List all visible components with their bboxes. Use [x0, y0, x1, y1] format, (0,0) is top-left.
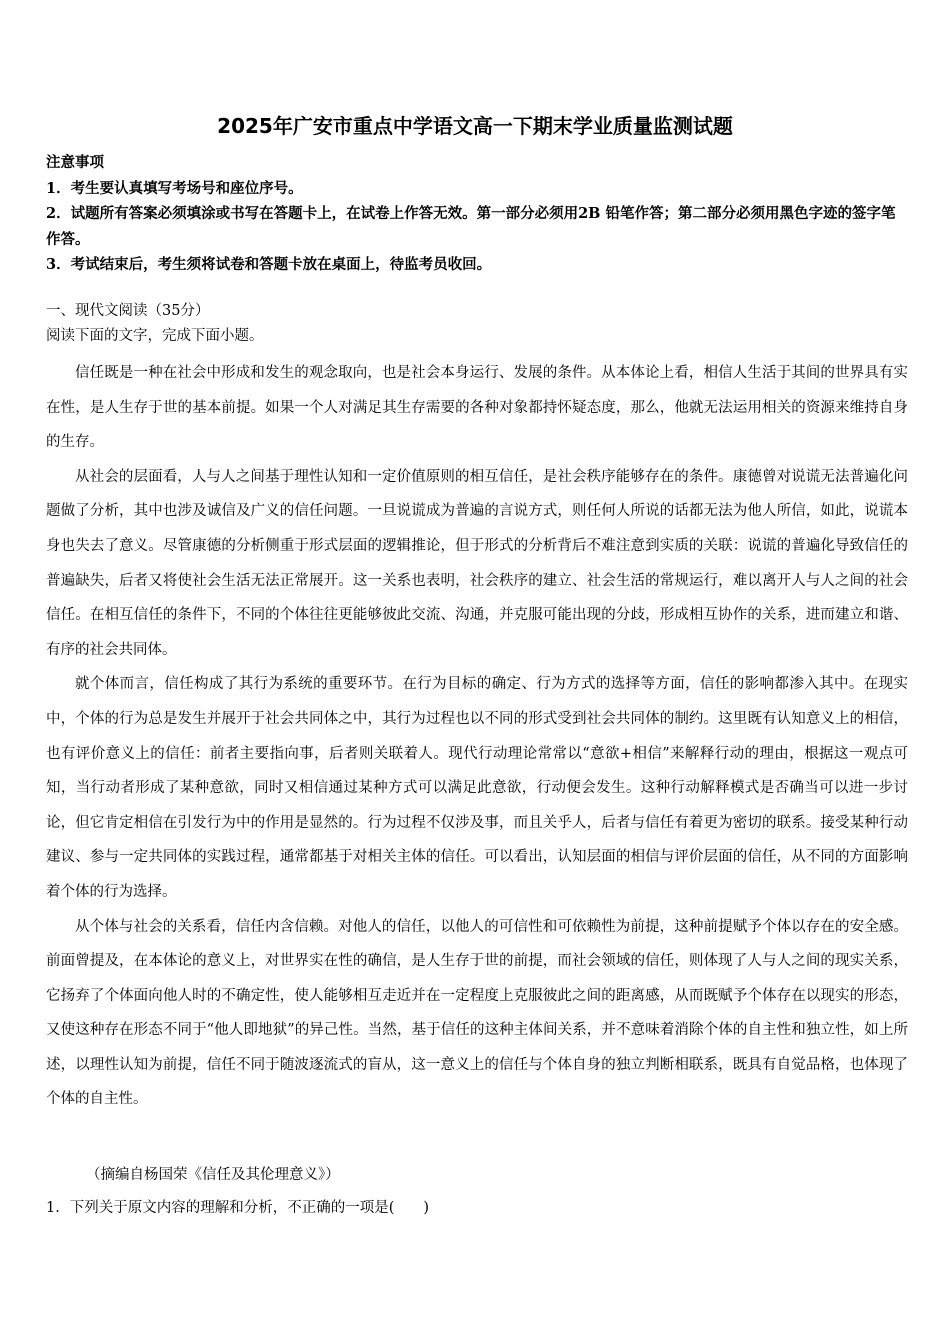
notice-item: 1．考生要认真填写考场号和座位序号。: [46, 179, 303, 197]
notice-item: 3．考试结束后，考生须将试卷和答题卡放在桌面上，待监考员收回。: [46, 256, 492, 273]
section-instruction: 阅读下面的文字，完成下面小题。: [46, 328, 264, 344]
passage-paragraph: 信任既是一种在社会中形成和发生的观念取向，也是社会本身运行、发展的条件。从本体论上看，相信人生活于其间的世界具有实在性，是人生存于世的基本前提。如果一个人对满足其生存需要的各种对象都持怀疑态度，那么，他就无法运用相关的资源来维持自身的生存。: [46, 365, 908, 451]
section-header: [46, 299, 908, 349]
notice-item: 2．试题所有答案必须填涂或书写在答题卡上，在试卷上作答无效。第一部分必须用2B 铅笔作答；第二部分必须用黑色字迹的签字笔作答。: [46, 205, 896, 248]
passage-paragraph: 就个体而言，信任构成了其行为系统的重要环节。在行为目标的确定、行为方式的选择等方面，信任的影响都渗入其中。在现实中，个体的行为总是发生并展开于社会共同体之中，其行为过程也以不同的形式受到社会共同体的制约。这里既有认知意义上的相信，也有评价意义上的信任：前者主要指向事，后者则关联着人。现代行动理论常常以“意欲+相信”来解释行动的理由，根据这一观点可知，当行动者形成了某种意欲，同时又相信通过某种方式可以满足此意欲，行动便会发生。这种行动解释模式是否确当可以进一步讨论，但它肯定相信在引发行为中的作用是显然的。行为过程不仅涉及事，而且关乎人，后者与信任有着更为密切的联系。接受某种行动建议、参与一定共同体的实践过程，通常都基于对相关主体的信任。可以看出，认知层面的相信与评价层面的信任，从不同的方面影响着个体的行为选择。: [46, 676, 908, 900]
notice-heading: 注意事项: [46, 154, 104, 171]
page-title: 2025年广安市重点中学语文高一下期末学业质量监测试题: [217, 114, 733, 138]
passage-source: （摘编自杨国荣《信任及其伦理意义》）: [86, 1167, 340, 1183]
notice-block: [46, 150, 908, 278]
passage-paragraph: 从社会的层面看，人与人之间基于理性认知和一定价值原则的相互信任，是社会秩序能够存在的条件。康德曾对说谎无法普遍化问题做了分析，其中也涉及诚信及广义的信任问题。一旦说谎成为普遍的言说方式，则任何人所说的话都无法为他人所信，如此，说谎本身也失去了意义。尽管康德的分析侧重于形式层面的逻辑推论，但于形式的分析背后不难注意到实质的关联：说谎的普遍化导致信任的普遍缺失，后者又将使社会生活无法正常展开。这一关系也表明，社会秩序的建立、社会生活的常规运行，难以离开人与人之间的社会信任。在相互信任的条件下，不同的个体往往更能够彼此交流、沟通，并克服可能出现的分歧，形成相互协作的关系，进而建立和谐、有序的社会共同体。: [46, 468, 908, 658]
passage-paragraph: 从个体与社会的关系看，信任内含信赖。对他人的信任，以他人的可信性和可依赖性为前提，这种前提赋予个体以存在的安全感。前面曾提及，在本体论的意义上，对世界实在性的确信，是人生存于世的前提，而社会领域的信任，则体现了人与人之间的现实关系，它扬弃了个体面向他人时的不确定性，使人能够相互走近并在一定程度上克服彼此之间的距离感，从而既赋予个体存在以现实的形态，又使这种存在形态不同于“他人即地狱”的异己性。当然，基于信任的这种主体间关系，并不意味着消除个体的自主性和独立性，如上所述，以理性认知为前提，信任不同于随波逐流式的盲从，这一意义上的信任与个体自身的独立判断相联系，既具有自觉品格，也体现了个体的自主性。: [46, 918, 908, 1108]
section-heading: 一、现代文阅读（35分）: [46, 303, 210, 319]
reading-passage: [46, 356, 908, 1117]
question-1: 1．下列关于原文内容的理解和分析，不正确的一项是( ): [46, 1200, 430, 1216]
